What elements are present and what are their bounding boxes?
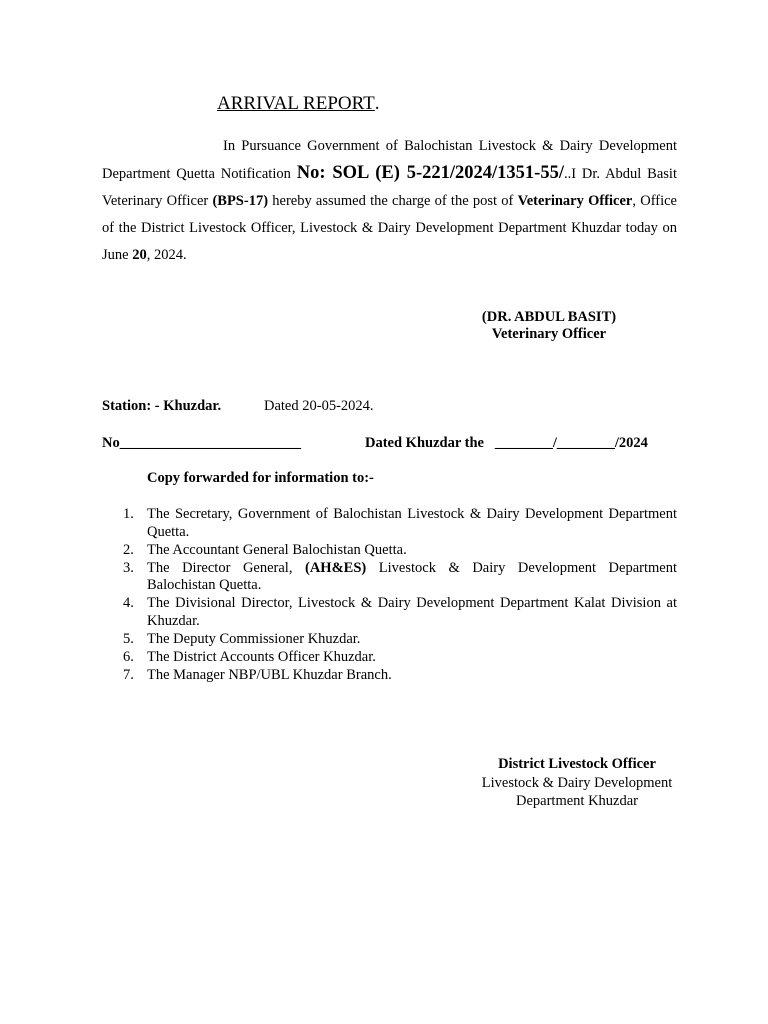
number-field: No_________________________: [102, 435, 301, 451]
list-item-number: 4.: [123, 595, 134, 611]
list-item: [102, 649, 677, 667]
list-item: [102, 506, 677, 541]
station-dated: Dated 20-05-2024.: [264, 398, 374, 414]
station-row: [102, 398, 374, 415]
arrival-paragraph: [102, 133, 677, 269]
document-title: [217, 93, 380, 115]
list-item-text: The Manager NBP/UBL Khuzdar Branch.: [147, 666, 392, 683]
list-item: [102, 667, 677, 685]
district-officer-line-1: Livestock & Dairy Development: [481, 774, 673, 791]
paragraph-part-4: , Office of the District Livestock Officer, Livestock & Dairy Development Department Khuzdar today on June: [102, 193, 677, 263]
grade: (BPS-17): [212, 193, 269, 209]
copy-forward-list: [102, 506, 677, 685]
list-item-number: 3.: [123, 559, 134, 576]
district-officer-signature-block: [460, 755, 694, 811]
list-item: [102, 542, 677, 560]
list-item-text: The Deputy Commissioner Khuzdar.: [147, 630, 361, 647]
post-name: Veterinary Officer: [517, 193, 633, 209]
officer-signature-block: [462, 309, 636, 343]
number-row: [102, 435, 648, 452]
list-item: [102, 560, 677, 595]
paragraph-part-5: , 2024.: [146, 247, 187, 263]
list-item-text: The Secretary, Government of Balochistan Livestock & Dairy Development Department Quetta.: [147, 506, 677, 540]
list-item-text: The District Accounts Officer Khuzdar.: [147, 648, 376, 665]
paragraph-part-3: hereby assumed the charge of the post of: [268, 193, 518, 209]
list-item-text-post: Livestock & Dairy Development Department Balochistan Quetta.: [147, 559, 677, 593]
officer-name: (DR. ABDUL BASIT): [481, 309, 617, 325]
title-suffix: .: [374, 93, 380, 114]
paragraph-part-1: In Pursuance Government of Balochistan Livestock & Dairy Development Department Quetta Notification: [102, 138, 677, 182]
list-item-number: 6.: [123, 648, 134, 665]
list-item-text-pre: The Director General,: [147, 559, 305, 576]
station-label: Station: - Khuzdar.: [102, 398, 222, 414]
paragraph-part-2: ..I Dr. Abdul Basit Veterinary Officer: [102, 166, 677, 209]
list-item-text: The Divisional Director, Livestock & Dairy Development Department Kalat Division at Khuzdar.: [147, 595, 677, 629]
notification-number: No: SOL (E) 5-221/2024/1351-55/: [296, 163, 564, 183]
copy-forward-heading: Copy forwarded for information to:-: [147, 470, 374, 486]
list-item-number: 5.: [123, 630, 134, 647]
list-item-text: The Accountant General Balochistan Quetta.: [147, 541, 407, 558]
list-item: [102, 631, 677, 649]
list-item: [102, 595, 677, 630]
officer-designation: Veterinary Officer: [491, 326, 607, 342]
district-officer-title: District Livestock Officer: [498, 756, 656, 772]
list-item-text-bold: (AH&ES): [305, 559, 367, 576]
arrival-day: 20: [132, 247, 147, 263]
dated-khuzdar-field: Dated Khuzdar the ________/________/2024: [365, 435, 648, 451]
title-text: ARRIVAL REPORT: [217, 93, 375, 114]
list-item-number: 7.: [123, 666, 134, 683]
list-item-number: 1.: [123, 506, 134, 522]
district-officer-line-2: Department Khuzdar: [516, 793, 638, 809]
list-item-number: 2.: [123, 541, 134, 558]
